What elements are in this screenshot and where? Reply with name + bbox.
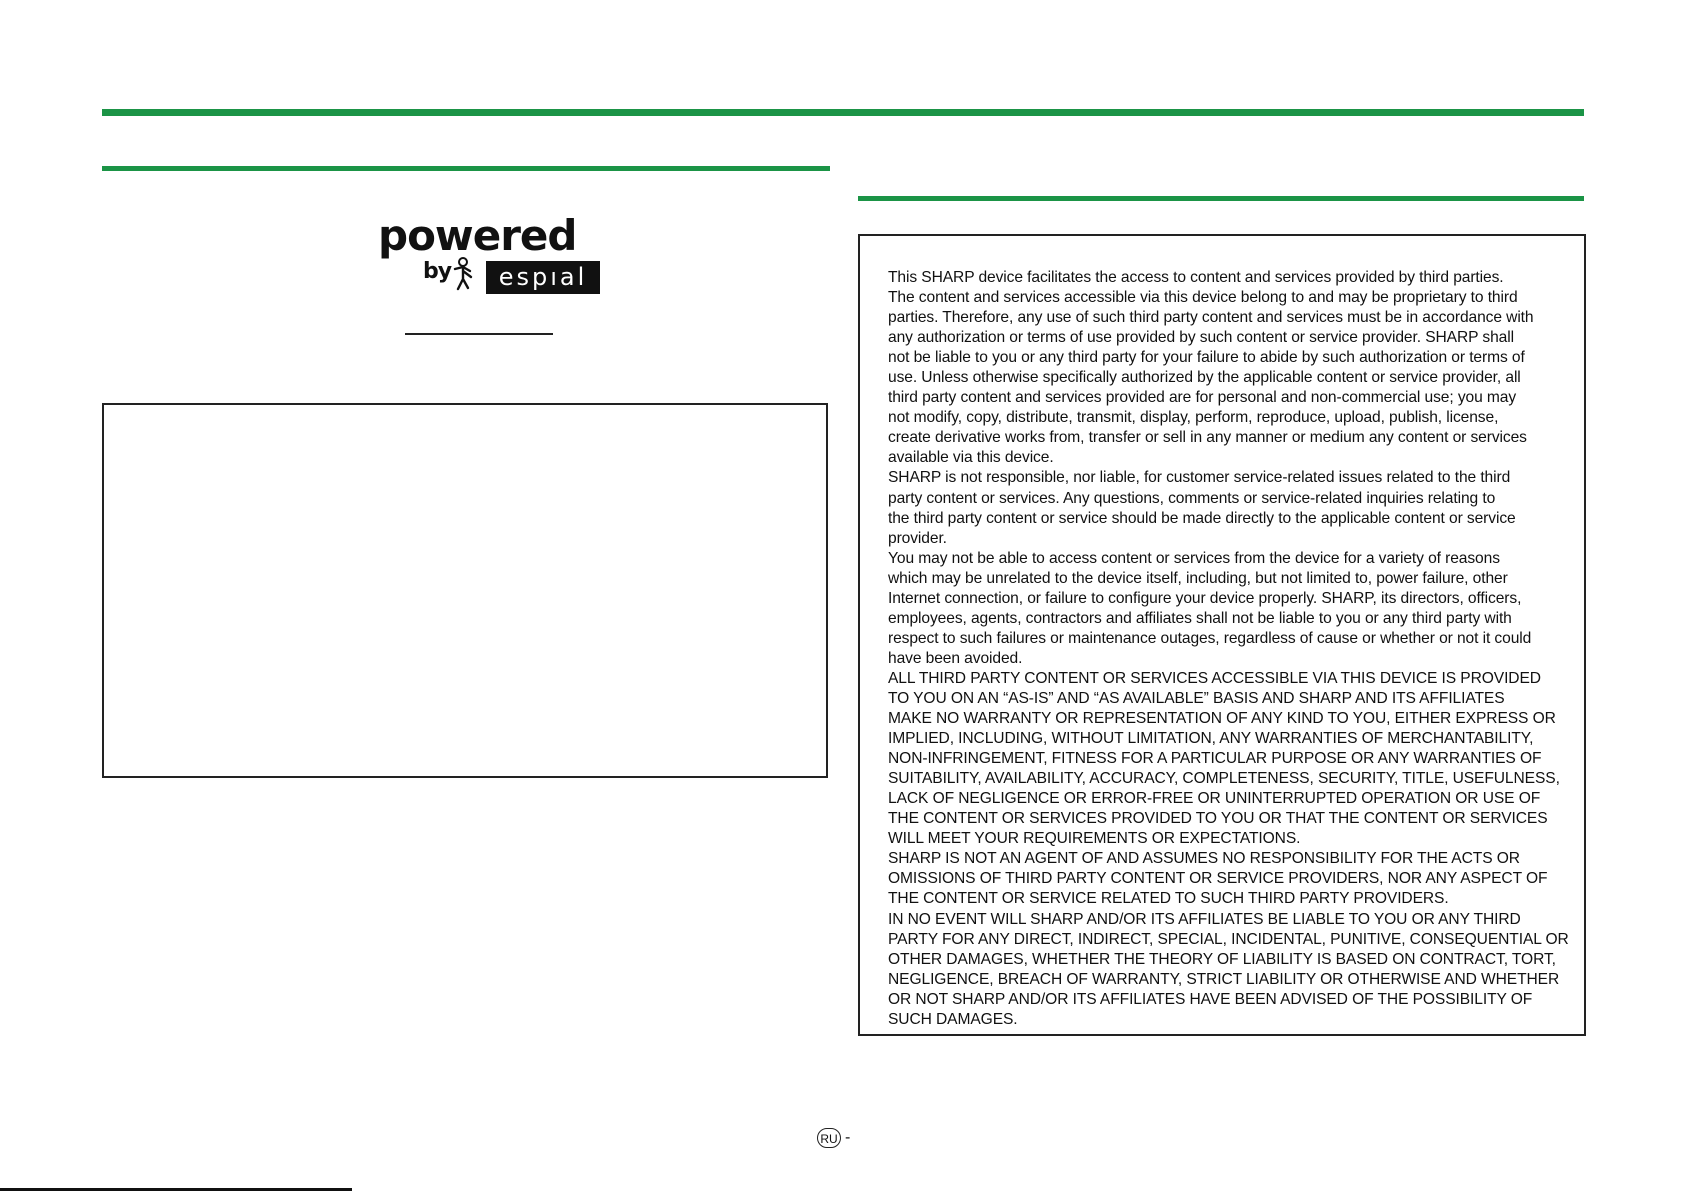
language-badge: RU (817, 1128, 841, 1148)
empty-framed-box (102, 403, 828, 778)
espial-figure-icon (451, 257, 475, 291)
powered-by-espial-logo (378, 211, 600, 294)
notice-paragraph: This SHARP device facilitates the access to content and services provided by third parties. The content and services accessible via this device belong to and may be proprietary to third parties. Therefore, any use of such third party content and services must be in accordance with any authorization or terms of use provided by such content or service provider. SHARP shall not be liable to you or any third party for your failure to abide by such authorization or terms of use. Unless otherwise specifically authorized by the applicable content or service provider, all third party content and services provided are for personal and non-commercial use; you may not modify, copy, distribute, transmit, display, perform, reproduce, upload, publish, license, create derivative works from, transfer or sell in any manner or medium any content or services available via this device. (888, 269, 1534, 467)
third-party-notice-box (858, 234, 1586, 1036)
top-green-rule (102, 109, 1584, 116)
notice-paragraph: IN NO EVENT WILL SHARP AND/OR ITS AFFILIATES BE LIABLE TO YOU OR ANY THIRD PARTY FOR ANY DIRECT, INDIRECT, SPECIAL, INCIDENTAL, PUNITIVE, CONSEQUENTIAL OR OTHER DAMAGES, WHETHER THE THEORY OF LIABILITY IS BASED ON CONTRACT, TORT, NEGLIGENCE, BREACH OF WARRANTY, STRICT LIABILITY OR OTHERWISE AND WHETHER OR NOT SHARP AND/OR ITS AFFILIATES HAVE BEEN ADVISED OF THE POSSIBILITY OF SUCH DAMAGES. (888, 910, 1569, 1028)
left-section-rule (102, 166, 830, 171)
logo-underline (405, 333, 553, 335)
logo-powered-text: powered (378, 211, 577, 260)
right-section-rule (858, 196, 1584, 201)
notice-paragraph: You may not be able to access content or services from the device for a variety of reasons which may be unrelated to the device itself, including, but not limited to, power failure, other Internet connection, or failure to configure your device properly. SHARP, its directors, officers, employees, agents, contractors and affiliates shall not be liable to you or any third party with respect to such failures or maintenance outages, regardless of cause or whether or not it could have been avoided. (888, 549, 1532, 667)
page-marker (817, 1126, 850, 1150)
notice-paragraph: ALL THIRD PARTY CONTENT OR SERVICES ACCESSIBLE VIA THIS DEVICE IS PROVIDED TO YOU ON AN “AS-IS” AND “AS AVAILABLE” BASIS AND SHARP AND ITS AFFILIATES MAKE NO WARRANTY OR REPRESENTATION OF ANY KIND TO YOU, EITHER EXPRESS OR IMPLIED, INCLUDING, WITHOUT LIMITATION, ANY WARRANTIES OF MERCHANTABILITY, NON-INFRINGEMENT, FITNESS FOR A PARTICULAR PURPOSE OR ANY WARRANTIES OF SUITABILITY, AVAILABILITY, ACCURACY, COMPLETENESS, SECURITY, TITLE, USEFULNESS, LACK OF NEGLIGENCE OR ERROR-FREE OR UNINTERRUPTED OPERATION OR USE OF THE CONTENT OR SERVICES PROVIDED TO YOU OR THAT THE CONTENT OR SERVICES WILL MEET YOUR REQUIREMENTS OR EXPECTATIONS. (888, 669, 1560, 848)
page-dash: - (845, 1129, 851, 1146)
notice-paragraph: SHARP IS NOT AN AGENT OF AND ASSUMES NO RESPONSIBILITY FOR THE ACTS OR OMISSIONS OF THIRD PARTY CONTENT OR SERVICE PROVIDERS, NOR ANY ASPECT OF THE CONTENT OR SERVICE RELATED TO SUCH THIRD PARTY PROVIDERS. (888, 850, 1548, 908)
logo-espial-box: espıal (486, 261, 600, 294)
notice-paragraph: SHARP is not responsible, nor liable, for customer service-related issues related to the third party content or services. Any questions, comments or service-related inquiries relating to the third party content or service should be made directly to the applicable content or service provider. (888, 469, 1516, 547)
logo-by-text: by (423, 259, 452, 284)
